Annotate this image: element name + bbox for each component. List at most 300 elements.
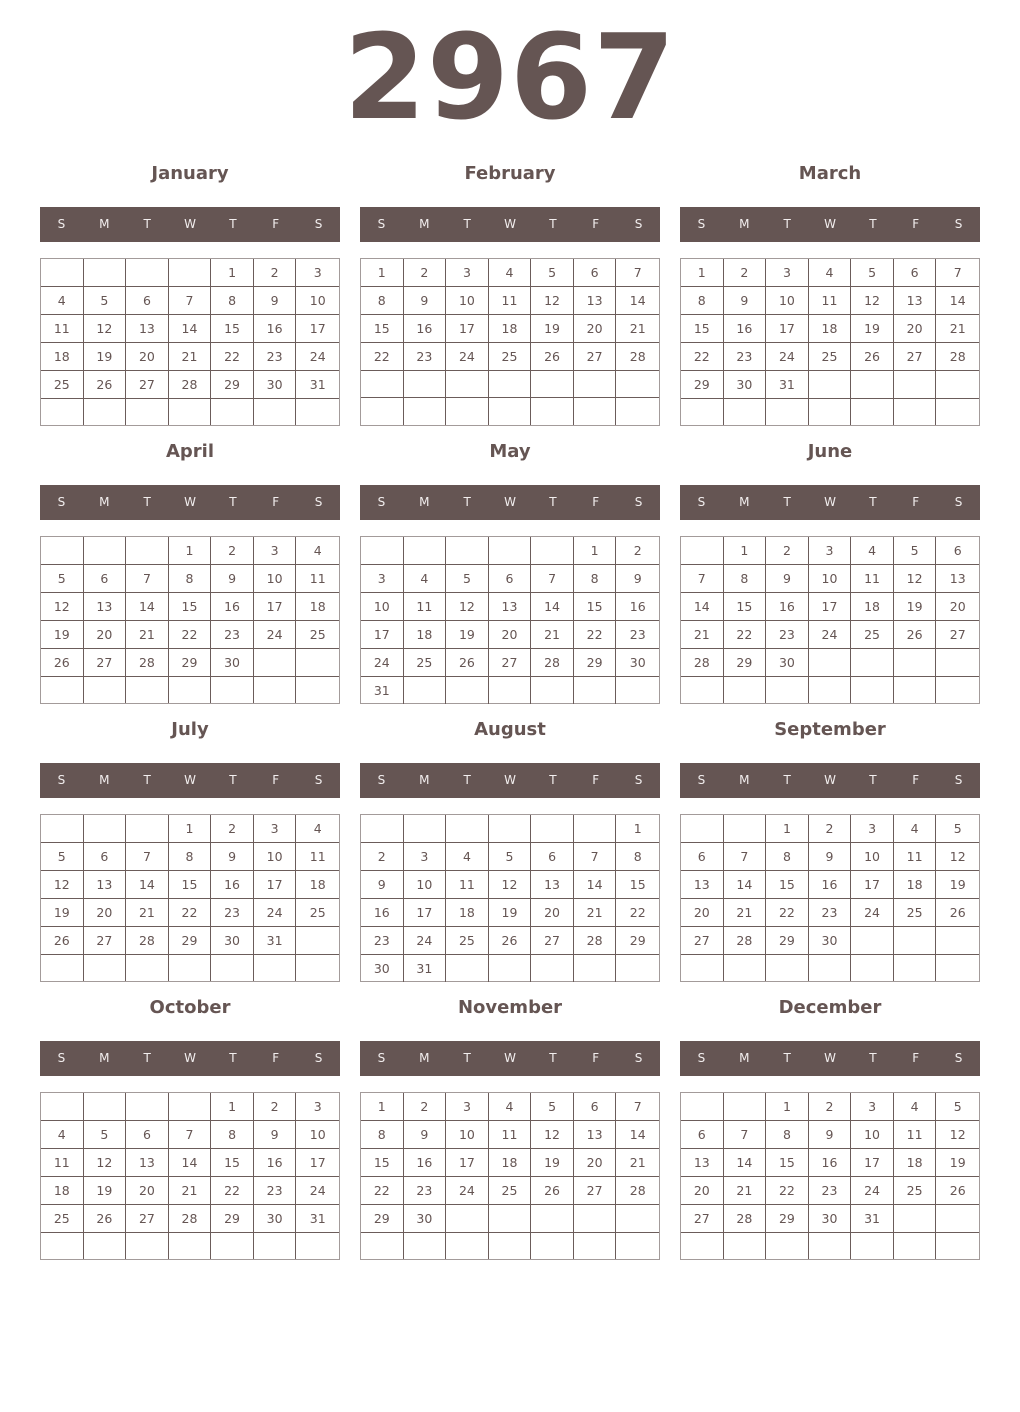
day-cell: 25 xyxy=(894,899,937,927)
weekday-label: T xyxy=(463,773,471,787)
weekday-label: S xyxy=(634,773,643,787)
day-cell: 8 xyxy=(211,287,254,315)
day-cell xyxy=(296,399,339,425)
day-cell: 15 xyxy=(169,593,212,621)
day-cell xyxy=(936,927,979,955)
day-cell: 2 xyxy=(211,815,254,843)
day-cell: 22 xyxy=(681,343,724,371)
day-cell: 31 xyxy=(851,1205,894,1233)
weekday-label: T xyxy=(869,495,877,509)
day-cell xyxy=(766,955,809,981)
day-cell: 2 xyxy=(404,1093,447,1121)
day-cell: 4 xyxy=(894,815,937,843)
day-cell xyxy=(211,1233,254,1259)
day-cell xyxy=(404,537,447,565)
day-cell: 11 xyxy=(809,287,852,315)
day-cell xyxy=(851,371,894,399)
day-cell: 24 xyxy=(766,343,809,371)
weekday-label: S xyxy=(634,495,643,509)
day-cell: 20 xyxy=(489,621,532,649)
weekday-header xyxy=(40,207,340,242)
weekday-label: S xyxy=(314,217,323,231)
day-cell xyxy=(724,1233,767,1259)
day-cell: 9 xyxy=(404,287,447,315)
day-cell xyxy=(489,537,532,565)
day-cell xyxy=(616,1205,659,1233)
day-cell xyxy=(41,1093,84,1121)
day-cell: 7 xyxy=(169,1121,212,1149)
day-cell xyxy=(936,677,979,703)
weekday-label: M xyxy=(739,495,750,509)
day-cell: 8 xyxy=(616,843,659,871)
weekday-label: T xyxy=(783,773,791,787)
day-cell: 25 xyxy=(296,899,339,927)
day-cell: 18 xyxy=(296,871,339,899)
day-cell: 16 xyxy=(809,1149,852,1177)
weekday-label: F xyxy=(272,1051,280,1065)
weekday-label: F xyxy=(592,495,600,509)
day-cell: 5 xyxy=(446,565,489,593)
day-cell xyxy=(894,1205,937,1233)
day-cell: 31 xyxy=(254,927,297,955)
day-cell xyxy=(211,955,254,981)
day-cell: 8 xyxy=(766,1121,809,1149)
day-cell: 5 xyxy=(84,287,127,315)
day-cell: 5 xyxy=(851,259,894,287)
day-cell xyxy=(574,1205,617,1233)
day-cell: 19 xyxy=(41,621,84,649)
day-cell: 6 xyxy=(126,1121,169,1149)
day-cell: 6 xyxy=(531,843,574,871)
day-cell: 19 xyxy=(84,343,127,371)
weekday-label: T xyxy=(229,1051,237,1065)
weekday-header xyxy=(680,1041,980,1076)
day-cell xyxy=(809,399,852,425)
day-cell xyxy=(254,399,297,425)
day-cell xyxy=(936,1205,979,1233)
day-cell: 18 xyxy=(404,621,447,649)
day-cell: 17 xyxy=(446,315,489,343)
weekday-label: T xyxy=(229,495,237,509)
day-cell: 12 xyxy=(446,593,489,621)
day-cell: 2 xyxy=(724,259,767,287)
day-cell: 7 xyxy=(936,259,979,287)
day-cell: 22 xyxy=(211,343,254,371)
weekday-header xyxy=(360,485,660,520)
day-cell: 11 xyxy=(404,593,447,621)
day-cell: 19 xyxy=(446,621,489,649)
day-cell xyxy=(126,955,169,981)
day-cell: 25 xyxy=(489,343,532,371)
weekday-label: M xyxy=(419,773,430,787)
day-cell: 2 xyxy=(616,537,659,565)
weekday-label: M xyxy=(99,1051,110,1065)
day-cell: 26 xyxy=(936,1177,979,1205)
day-cell: 10 xyxy=(809,565,852,593)
day-cell xyxy=(574,398,617,425)
day-cell xyxy=(936,649,979,677)
day-cell: 5 xyxy=(936,815,979,843)
day-cell xyxy=(404,371,447,398)
day-cell xyxy=(126,1093,169,1121)
weekday-label: F xyxy=(272,217,280,231)
weekday-label: W xyxy=(824,1051,836,1065)
day-cell: 20 xyxy=(574,1149,617,1177)
day-cell: 6 xyxy=(681,843,724,871)
day-cell xyxy=(809,649,852,677)
day-cell: 12 xyxy=(851,287,894,315)
day-cell: 14 xyxy=(574,871,617,899)
day-cell: 11 xyxy=(41,1149,84,1177)
day-cell: 15 xyxy=(361,315,404,343)
weekday-header xyxy=(360,1041,660,1076)
day-cell: 2 xyxy=(809,815,852,843)
day-cell xyxy=(361,1233,404,1259)
day-cell: 3 xyxy=(446,259,489,287)
weekday-label: T xyxy=(783,217,791,231)
weekday-label: M xyxy=(739,1051,750,1065)
day-cell xyxy=(211,399,254,425)
day-cell: 15 xyxy=(616,871,659,899)
day-cell xyxy=(84,399,127,425)
day-cell: 13 xyxy=(681,1149,724,1177)
weekday-label: F xyxy=(272,495,280,509)
day-cell: 29 xyxy=(211,1205,254,1233)
day-cell xyxy=(404,1233,447,1259)
day-cell: 10 xyxy=(254,565,297,593)
weekday-label: T xyxy=(869,773,877,787)
day-cell: 27 xyxy=(936,621,979,649)
day-cell xyxy=(404,677,447,704)
day-cell: 12 xyxy=(894,565,937,593)
weekday-label: W xyxy=(504,1051,516,1065)
day-grid xyxy=(680,1092,980,1260)
day-cell: 9 xyxy=(361,871,404,899)
weekday-label: T xyxy=(229,773,237,787)
day-cell: 21 xyxy=(936,315,979,343)
day-cell: 11 xyxy=(851,565,894,593)
day-cell xyxy=(616,371,659,398)
day-cell: 4 xyxy=(296,815,339,843)
day-cell xyxy=(296,677,339,703)
day-cell: 20 xyxy=(84,621,127,649)
day-cell: 3 xyxy=(851,1093,894,1121)
day-cell xyxy=(681,677,724,703)
day-cell: 21 xyxy=(574,899,617,927)
day-cell: 29 xyxy=(169,927,212,955)
day-cell: 28 xyxy=(724,927,767,955)
day-cell: 16 xyxy=(616,593,659,621)
day-cell xyxy=(894,371,937,399)
day-cell: 31 xyxy=(766,371,809,399)
day-cell xyxy=(126,677,169,703)
day-cell: 4 xyxy=(41,1121,84,1149)
day-cell: 2 xyxy=(211,537,254,565)
day-cell: 31 xyxy=(361,677,404,704)
day-cell: 2 xyxy=(361,843,404,871)
day-cell: 15 xyxy=(681,315,724,343)
weekday-label: T xyxy=(869,1051,877,1065)
day-cell: 1 xyxy=(361,259,404,287)
day-cell xyxy=(616,677,659,704)
day-cell xyxy=(574,371,617,398)
day-cell: 18 xyxy=(41,1177,84,1205)
weekday-label: T xyxy=(463,1051,471,1065)
day-cell: 29 xyxy=(574,649,617,677)
day-cell: 10 xyxy=(296,1121,339,1149)
day-cell xyxy=(361,371,404,398)
day-cell: 26 xyxy=(446,649,489,677)
day-cell xyxy=(894,399,937,425)
day-cell: 26 xyxy=(894,621,937,649)
day-cell: 21 xyxy=(169,1177,212,1205)
day-cell xyxy=(809,955,852,981)
day-cell: 8 xyxy=(766,843,809,871)
day-cell: 22 xyxy=(724,621,767,649)
weekday-label: S xyxy=(697,495,706,509)
day-cell xyxy=(851,955,894,981)
day-cell: 6 xyxy=(894,259,937,287)
day-cell: 17 xyxy=(809,593,852,621)
day-cell: 27 xyxy=(894,343,937,371)
day-cell: 7 xyxy=(724,843,767,871)
day-cell: 17 xyxy=(851,1149,894,1177)
weekday-label: M xyxy=(99,495,110,509)
day-cell: 3 xyxy=(766,259,809,287)
day-cell xyxy=(851,649,894,677)
day-cell: 3 xyxy=(809,537,852,565)
day-cell: 29 xyxy=(361,1205,404,1233)
day-cell xyxy=(894,649,937,677)
day-cell: 25 xyxy=(41,371,84,399)
day-cell xyxy=(84,815,127,843)
day-cell xyxy=(296,927,339,955)
day-grid xyxy=(40,1092,340,1260)
day-cell xyxy=(169,955,212,981)
day-cell xyxy=(681,815,724,843)
day-cell xyxy=(296,955,339,981)
day-cell: 9 xyxy=(724,287,767,315)
day-cell xyxy=(616,955,659,982)
day-cell xyxy=(851,1233,894,1259)
month-title: February xyxy=(464,163,556,184)
day-cell xyxy=(489,398,532,425)
day-cell: 21 xyxy=(616,1149,659,1177)
day-cell xyxy=(681,955,724,981)
day-cell xyxy=(361,398,404,425)
day-cell: 7 xyxy=(126,843,169,871)
day-cell: 8 xyxy=(361,287,404,315)
day-cell: 16 xyxy=(254,315,297,343)
day-cell: 8 xyxy=(169,843,212,871)
day-cell: 27 xyxy=(489,649,532,677)
day-cell: 7 xyxy=(616,1093,659,1121)
day-cell xyxy=(84,537,127,565)
day-cell xyxy=(169,677,212,703)
day-cell: 10 xyxy=(296,287,339,315)
year-title: 2967 xyxy=(343,8,677,146)
day-cell xyxy=(574,815,617,843)
day-cell: 19 xyxy=(936,871,979,899)
weekday-label: M xyxy=(419,1051,430,1065)
day-cell: 12 xyxy=(41,871,84,899)
day-cell: 5 xyxy=(531,1093,574,1121)
weekday-label: W xyxy=(504,773,516,787)
day-cell: 17 xyxy=(404,899,447,927)
day-cell xyxy=(851,399,894,425)
weekday-label: S xyxy=(697,217,706,231)
day-cell: 28 xyxy=(681,649,724,677)
weekday-label: S xyxy=(57,495,66,509)
weekday-label: T xyxy=(143,1051,151,1065)
day-cell: 7 xyxy=(169,287,212,315)
day-cell: 5 xyxy=(894,537,937,565)
weekday-label: M xyxy=(99,773,110,787)
day-cell xyxy=(446,398,489,425)
day-cell: 1 xyxy=(766,1093,809,1121)
day-cell xyxy=(126,259,169,287)
day-cell: 26 xyxy=(84,371,127,399)
day-cell: 15 xyxy=(169,871,212,899)
day-cell xyxy=(126,537,169,565)
day-cell xyxy=(531,398,574,425)
weekday-label: F xyxy=(912,1051,920,1065)
day-cell xyxy=(851,927,894,955)
day-cell: 23 xyxy=(254,343,297,371)
day-cell: 12 xyxy=(84,1149,127,1177)
day-cell: 1 xyxy=(361,1093,404,1121)
day-grid xyxy=(40,814,340,982)
day-cell: 23 xyxy=(724,343,767,371)
day-cell xyxy=(446,1233,489,1259)
day-cell: 24 xyxy=(361,649,404,677)
weekday-header xyxy=(40,485,340,520)
day-cell xyxy=(254,649,297,677)
day-cell xyxy=(169,259,212,287)
weekday-label: S xyxy=(377,495,386,509)
day-cell: 27 xyxy=(681,927,724,955)
day-cell: 24 xyxy=(254,899,297,927)
day-cell: 14 xyxy=(126,593,169,621)
day-cell: 28 xyxy=(724,1205,767,1233)
day-cell xyxy=(41,259,84,287)
day-cell: 27 xyxy=(574,1177,617,1205)
day-cell: 13 xyxy=(489,593,532,621)
day-cell: 9 xyxy=(254,1121,297,1149)
day-cell xyxy=(446,537,489,565)
day-cell: 21 xyxy=(126,621,169,649)
day-cell: 9 xyxy=(211,565,254,593)
day-cell: 23 xyxy=(809,899,852,927)
weekday-label: S xyxy=(954,773,963,787)
day-cell: 1 xyxy=(169,815,212,843)
day-cell: 13 xyxy=(84,871,127,899)
day-grid xyxy=(40,536,340,704)
day-cell: 8 xyxy=(211,1121,254,1149)
weekday-header xyxy=(680,763,980,798)
day-cell xyxy=(489,371,532,398)
day-cell xyxy=(681,1093,724,1121)
day-cell: 6 xyxy=(489,565,532,593)
day-cell: 25 xyxy=(446,927,489,955)
weekday-label: W xyxy=(184,773,196,787)
day-cell: 6 xyxy=(574,1093,617,1121)
day-cell: 9 xyxy=(809,1121,852,1149)
day-cell: 16 xyxy=(254,1149,297,1177)
weekday-label: F xyxy=(912,217,920,231)
day-cell: 20 xyxy=(574,315,617,343)
weekday-label: M xyxy=(419,495,430,509)
day-cell xyxy=(936,399,979,425)
day-cell: 15 xyxy=(724,593,767,621)
month-title: December xyxy=(778,997,882,1018)
day-cell xyxy=(41,1233,84,1259)
day-cell xyxy=(446,677,489,704)
day-cell: 11 xyxy=(296,843,339,871)
day-cell: 14 xyxy=(616,287,659,315)
day-cell xyxy=(616,1233,659,1259)
day-cell: 21 xyxy=(616,315,659,343)
day-cell xyxy=(574,677,617,704)
day-cell: 23 xyxy=(211,621,254,649)
weekday-label: T xyxy=(549,495,557,509)
day-cell: 28 xyxy=(936,343,979,371)
weekday-label: T xyxy=(229,217,237,231)
day-cell: 5 xyxy=(489,843,532,871)
month-title: July xyxy=(171,719,209,740)
day-grid xyxy=(680,814,980,982)
day-cell: 10 xyxy=(851,843,894,871)
day-cell: 28 xyxy=(126,649,169,677)
day-cell: 20 xyxy=(126,1177,169,1205)
day-cell xyxy=(681,537,724,565)
day-cell: 20 xyxy=(681,1177,724,1205)
day-cell: 1 xyxy=(766,815,809,843)
day-cell: 30 xyxy=(211,649,254,677)
day-cell: 5 xyxy=(84,1121,127,1149)
weekday-label: W xyxy=(824,773,836,787)
day-cell: 4 xyxy=(41,287,84,315)
day-cell xyxy=(724,815,767,843)
day-cell: 31 xyxy=(296,1205,339,1233)
day-cell: 6 xyxy=(936,537,979,565)
day-cell: 14 xyxy=(616,1121,659,1149)
day-cell: 16 xyxy=(766,593,809,621)
day-cell xyxy=(531,1233,574,1259)
day-cell xyxy=(446,815,489,843)
day-cell: 20 xyxy=(681,899,724,927)
day-cell: 18 xyxy=(41,343,84,371)
day-cell: 11 xyxy=(894,843,937,871)
weekday-label: F xyxy=(912,495,920,509)
day-cell: 15 xyxy=(574,593,617,621)
day-cell xyxy=(681,1233,724,1259)
weekday-label: S xyxy=(377,773,386,787)
day-cell: 12 xyxy=(84,315,127,343)
day-cell xyxy=(254,955,297,981)
day-cell xyxy=(894,677,937,703)
day-cell xyxy=(531,371,574,398)
weekday-label: M xyxy=(99,217,110,231)
day-cell: 13 xyxy=(84,593,127,621)
day-cell: 2 xyxy=(809,1093,852,1121)
day-cell: 14 xyxy=(531,593,574,621)
weekday-label: W xyxy=(184,495,196,509)
day-cell xyxy=(936,955,979,981)
day-cell: 14 xyxy=(126,871,169,899)
day-cell: 20 xyxy=(126,343,169,371)
day-cell: 27 xyxy=(126,1205,169,1233)
